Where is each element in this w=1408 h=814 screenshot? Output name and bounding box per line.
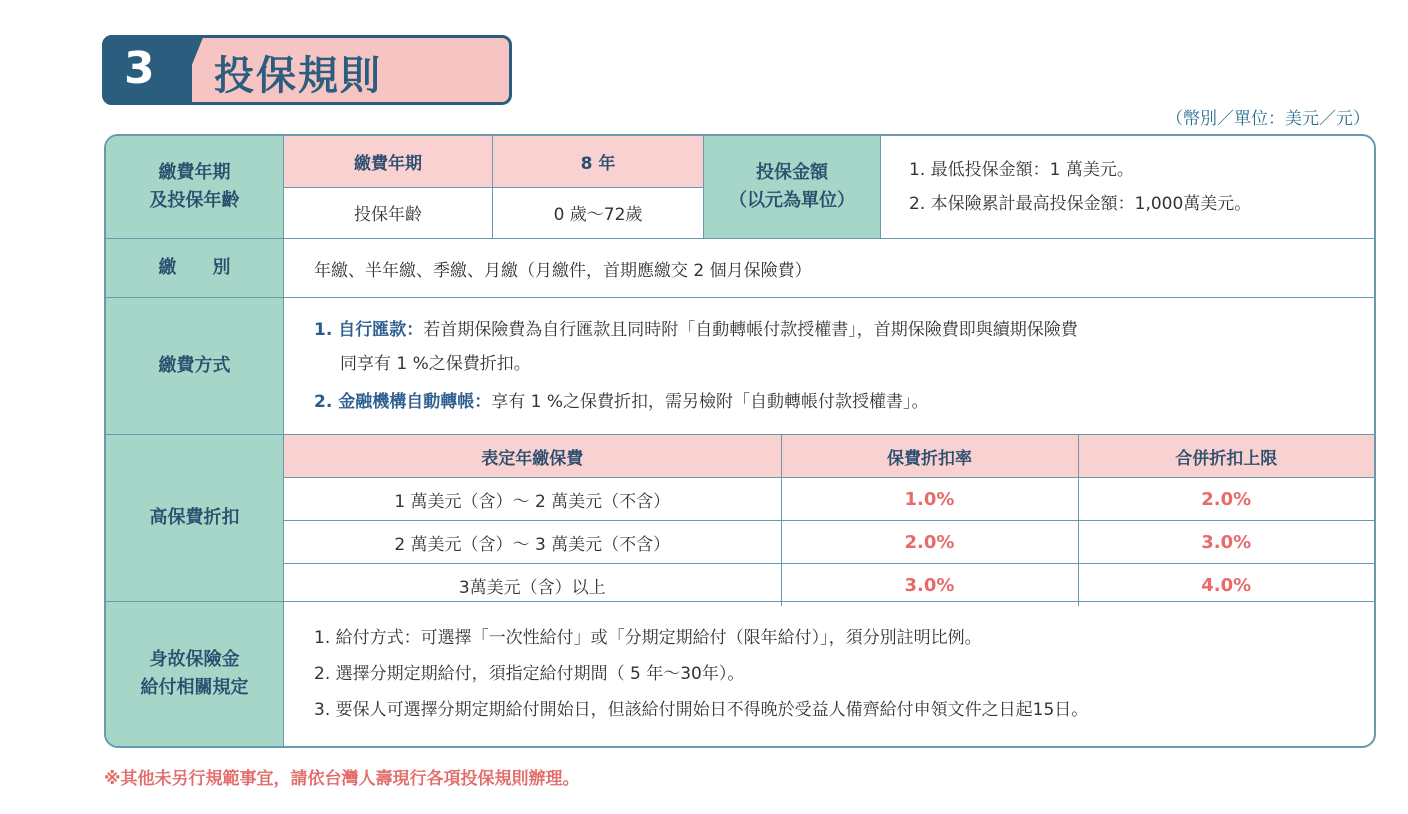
row-death-benefit	[106, 601, 1374, 746]
age-label: 投保年齡	[354, 205, 422, 226]
discount-header-row	[284, 435, 1374, 478]
discount-header-cap: 合併折扣上限	[1078, 435, 1374, 478]
period-value: 8 年	[493, 136, 703, 188]
table-row: 1 萬美元（含）～ 2 萬美元（不含） 1.0% 2.0%	[284, 478, 1374, 521]
row-payment-mode	[106, 238, 1374, 297]
table-row: 3萬美元（含）以上 3.0% 4.0%	[284, 564, 1374, 607]
footnote: ※其他未另行規範事宜，請依台灣人壽現行各項投保規則辦理。	[104, 769, 580, 789]
method-item-1: 1. 自行匯款：若首期保險費為自行匯款且同時附「自動轉帳付款授權書」，首期保險費即與續期保險費	[314, 320, 1078, 340]
row-period-age	[106, 136, 1374, 238]
death-item-2: 2. 選擇分期定期給付，須指定給付期間（ 5 年～30年）。	[314, 664, 745, 684]
section-title: 投保規則	[214, 53, 382, 99]
amount-label: 投保金額 （以元為單位）	[704, 136, 881, 238]
row-label-method: 繳費方式	[106, 298, 284, 434]
age-value: 0 歲～72歲	[553, 205, 643, 226]
section-number: 3	[124, 43, 155, 94]
section-header	[102, 35, 510, 103]
discount-table	[284, 435, 1374, 606]
row-label-discount: 高保費折扣	[106, 435, 284, 601]
amount-note-max: 2. 本保險累計最高投保金額：1,000萬美元。	[909, 194, 1252, 214]
period-header: 繳費年期	[284, 136, 492, 188]
row-label-death: 身故保險金 給付相關規定	[106, 602, 284, 746]
row-label-mode: 繳 別	[106, 239, 284, 297]
death-item-3: 3. 要保人可選擇分期定期給付開始日，但該給付開始日不得晚於受益人備齊給付申領文件之日起15日。	[314, 700, 1089, 720]
death-item-1: 1. 給付方式：可選擇「一次性給付」或「分期定期給付（限年給付）」，須分別註明比例。	[314, 628, 982, 648]
method-item-2: 2. 金融機構自動轉帳：享有 1 %之保費折扣，需另檢附「自動轉帳付款授權書」。	[314, 392, 929, 412]
discount-header-rate: 保費折扣率	[781, 435, 1078, 478]
table-row: 2 萬美元（含）～ 3 萬美元（不含） 2.0% 3.0%	[284, 521, 1374, 564]
amount-notes	[881, 136, 1374, 238]
row-label-period: 繳費年期 及投保年齡	[106, 136, 284, 238]
amount-note-min: 1. 最低投保金額：1 萬美元。	[909, 160, 1134, 180]
row-payment-method	[106, 297, 1374, 434]
rules-table	[104, 134, 1376, 748]
discount-header-premium: 表定年繳保費	[284, 435, 781, 478]
payment-mode-text: 年繳、半年繳、季繳、月繳（月繳件，首期應繳交 2 個月保險費）	[314, 260, 812, 281]
unit-note: （幣別／單位：美元／元）	[1166, 109, 1370, 129]
method-item-1-cont: 同享有 1 %之保費折扣。	[340, 354, 531, 374]
row-high-premium-discount	[106, 434, 1374, 601]
